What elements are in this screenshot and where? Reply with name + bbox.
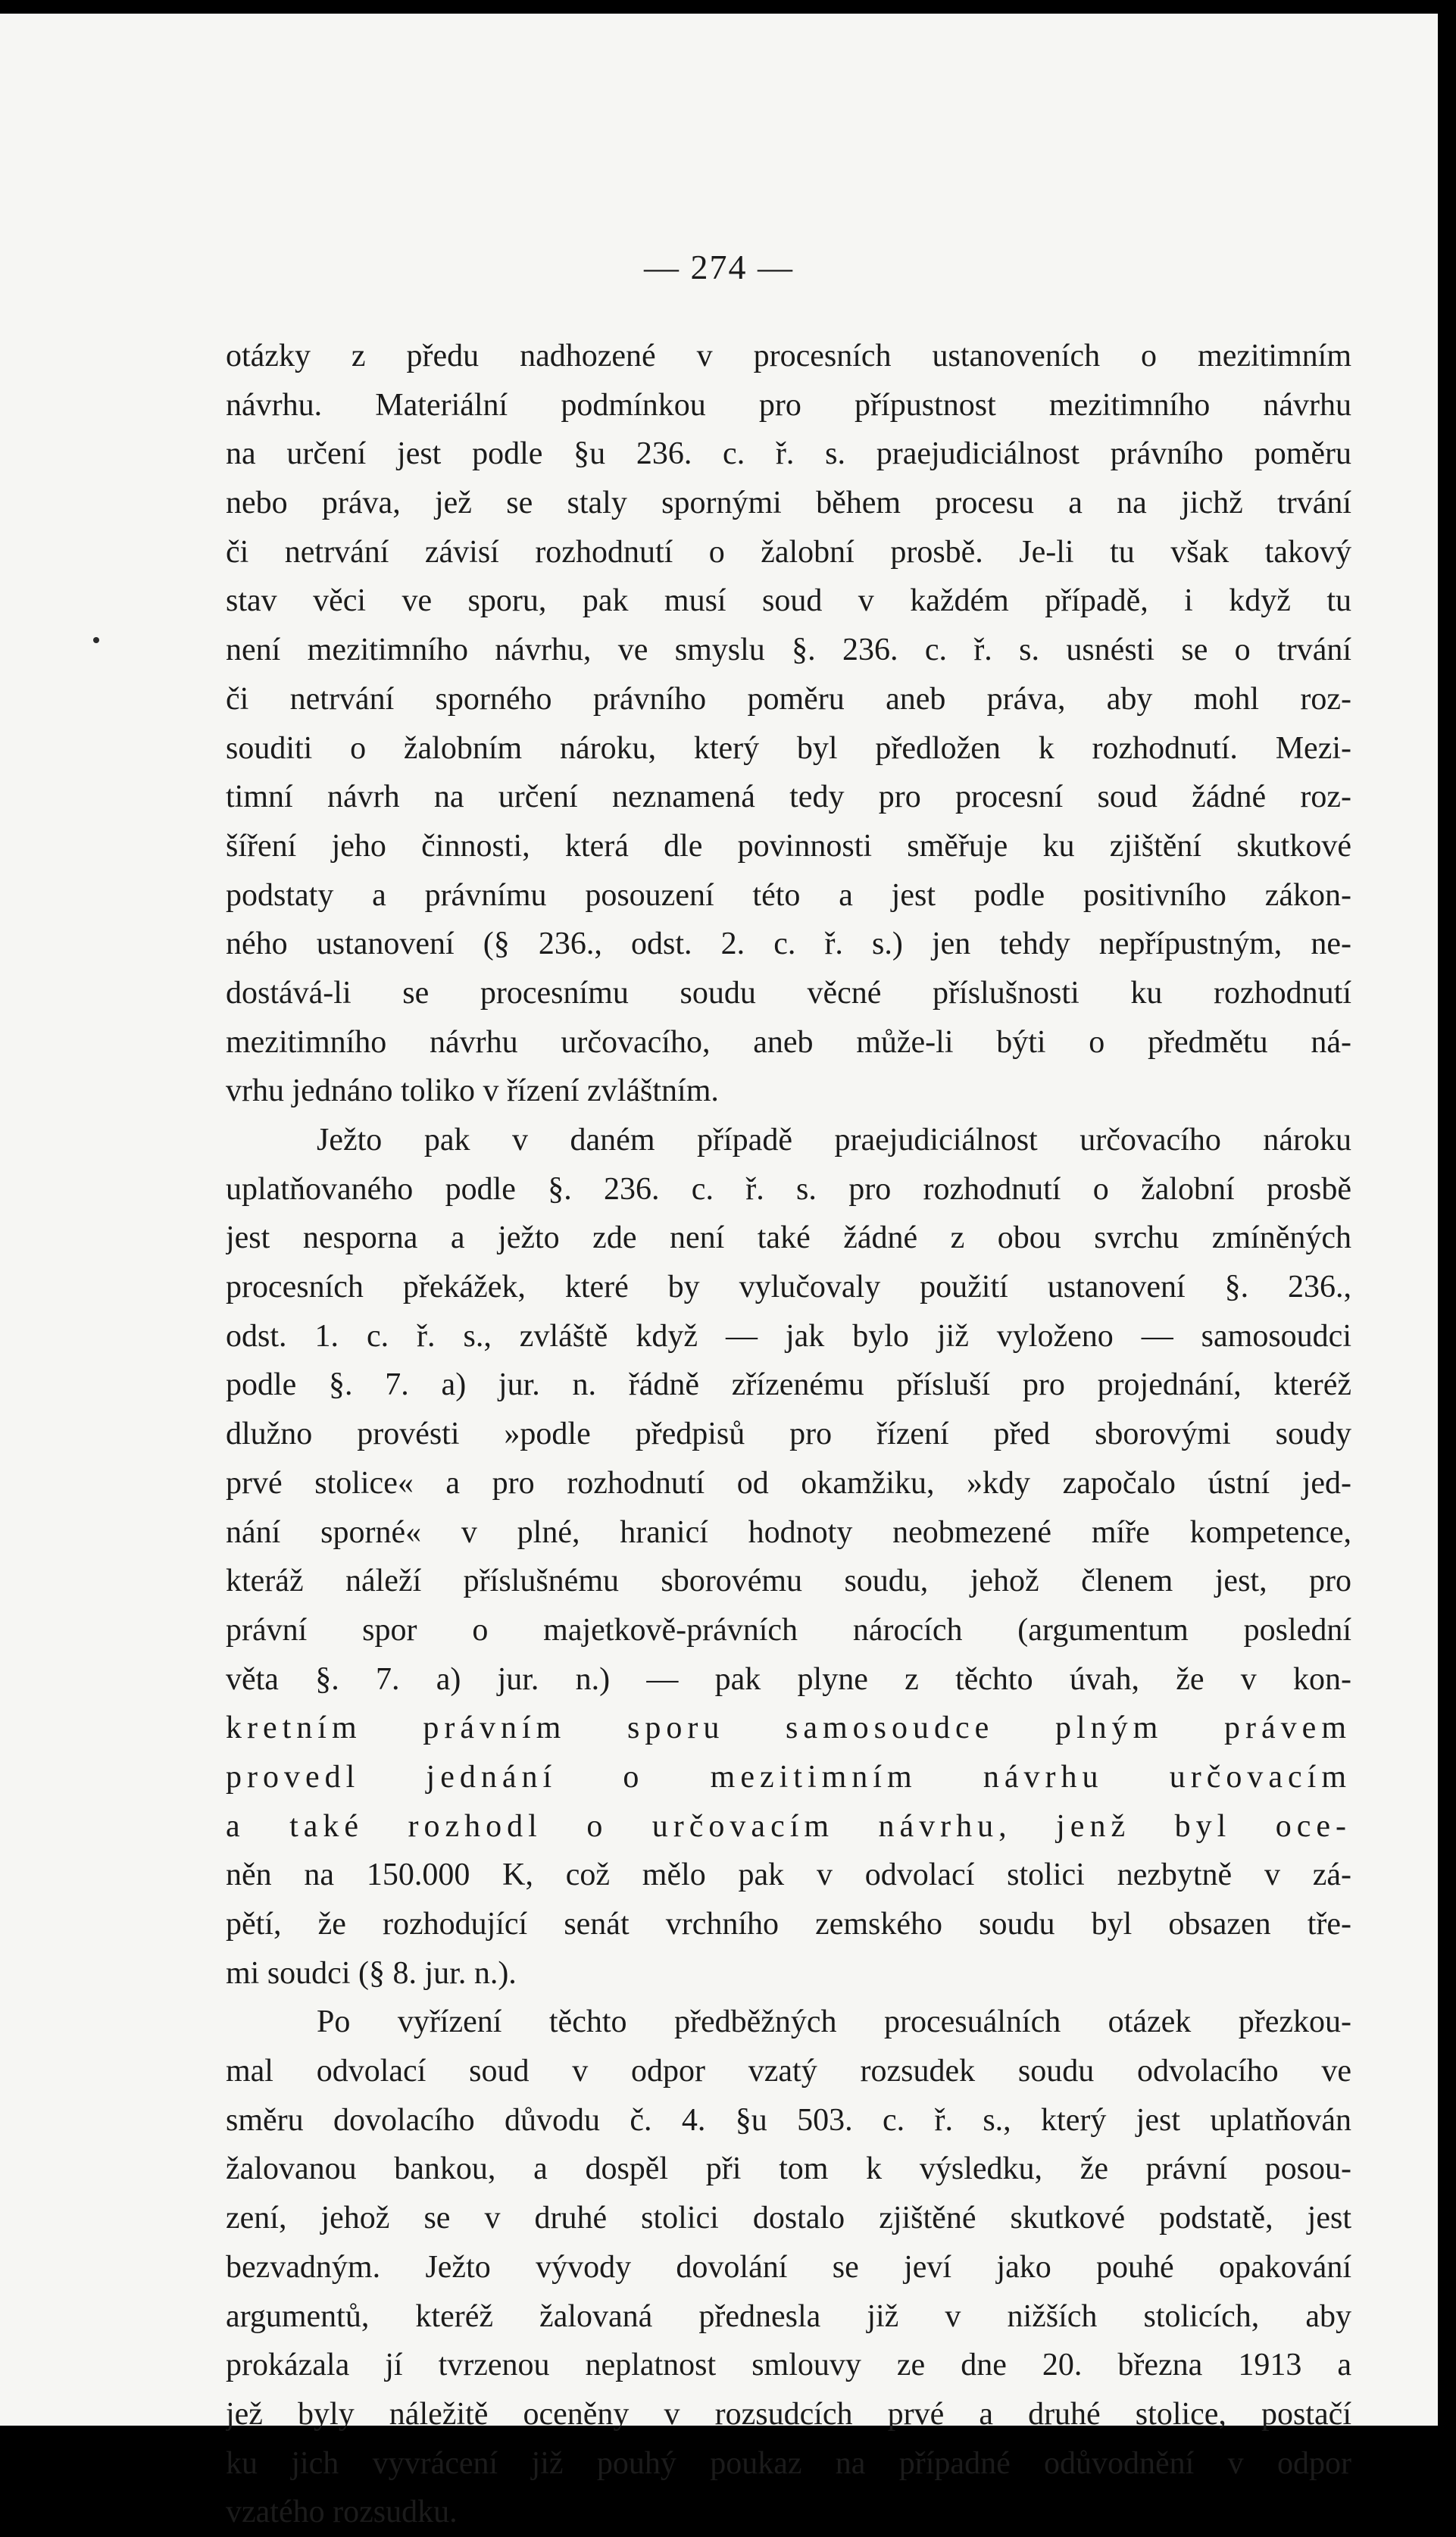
text-line: stav věci ve sporu, pak musí soud v každém případě, i když tu <box>226 583 1351 619</box>
text-line: vrhu jednáno toliko v řízení zvláštním. <box>226 1073 719 1109</box>
text-line: žalovanou bankou, a dospěl při tom k výsledku, že právní posou- <box>226 2151 1351 2187</box>
text-line: prvé stolice« a pro rozhodnutí od okamžiku, »kdy započalo ústní jed- <box>226 1465 1351 1501</box>
text-line: a také rozhodl o určovacím návrhu, jenž byl oce- <box>226 1808 1351 1844</box>
text-line: kteráž náleží příslušnému sborovému soudu, jehož členem jest, pro <box>226 1564 1351 1599</box>
text-line: kretním právním sporu samosoudce plným právem <box>226 1711 1351 1746</box>
text-line: otázky z předu nadhozené v procesních ustanoveních o mezitimním <box>226 339 1351 373</box>
text-line: mi soudci (§ 8. jur. n.). <box>226 1955 517 1991</box>
text-line: timní návrh na určení neznamená tedy pro procesní soud žádné roz- <box>226 780 1351 815</box>
text-line: mezitimního návrhu určovacího, aneb může-li býti o předmětu ná- <box>226 1024 1351 1060</box>
text-line: provedl jednání o mezitimním návrhu určovacím <box>226 1759 1351 1795</box>
text-line: procesních překážek, které by vylučovaly použití ustanovení §. 236., <box>226 1270 1351 1305</box>
text-line: jež byly náležitě oceněny v rozsudcích prvé a druhé stolice, postačí <box>226 2396 1351 2432</box>
text-line: šíření jeho činnosti, která dle povinnosti směřuje ku zjištění skutkové <box>226 828 1351 864</box>
text-line: jest nesporna a ježto zde není také žádné z obou svrchu zmíněných <box>226 1220 1351 1256</box>
text-line: či netrvání závisí rozhodnutí o žalobní prosbě. Je-li tu však takový <box>226 534 1351 570</box>
text-line: ného ustanovení (§ 236., odst. 2. c. ř. s.) jen tehdy nepřípustným, ne- <box>226 926 1351 962</box>
text-line: mal odvolací soud v odpor vzatý rozsudek soudu odvolacího ve <box>226 2054 1351 2089</box>
text-line: něn na 150.000 K, což mělo pak v odvolací stolici nezbytně v zá- <box>226 1857 1351 1893</box>
text-line: bezvadným. Ježto vývody dovolání se jeví jako pouhé opakování <box>226 2249 1351 2285</box>
text-line: dlužno provésti »podle předpisů pro řízení před sborovými soudy <box>226 1417 1351 1452</box>
margin-dot <box>93 637 99 643</box>
text-line: podstaty a právnímu posouzení této a jest podle positivního zákon- <box>226 877 1351 913</box>
text-line: směru dovolacího důvodu č. 4. §u 503. c. ř. s., který jest uplatňován <box>226 2102 1351 2138</box>
text-line: pětí, že rozhodující senát vrchního zemského soudu byl obsazen tře- <box>226 1907 1351 1942</box>
text-line: uplatňovaného podle §. 236. c. ř. s. pro rozhodnutí o žalobní prosbě <box>226 1171 1351 1207</box>
text-line: na určení jest podle §u 236. c. ř. s. praejudiciálnost právního poměru <box>226 436 1351 472</box>
text-line: návrhu. Materiální podmínkou pro přípustnost mezitimního návrhu <box>226 387 1351 423</box>
scan-border <box>1438 0 1456 2439</box>
text-line: argumentů, kteréž žalovaná přednesla již v nižších stolicích, aby <box>226 2298 1351 2334</box>
text-line: Ježto pak v daném případě praejudiciálnost určovacího nároku <box>317 1123 1351 1158</box>
text-line: souditi o žalobním nároku, který byl předložen k rozhodnutí. Mezi- <box>226 730 1351 766</box>
text-line: dostává-li se procesnímu soudu věcné příslušnosti ku rozhodnutí <box>226 975 1351 1011</box>
text-line: prokázala jí tvrzenou neplatnost smlouvy ze dne 20. března 1913 a <box>226 2348 1351 2383</box>
text-line: odst. 1. c. ř. s., zvláště když — jak bylo již vyloženo — samosoudci <box>226 1318 1351 1354</box>
body-text <box>226 332 1351 2537</box>
text-line: podle §. 7. a) jur. n. řádně zřízenému přísluší pro projednání, kteréž <box>226 1367 1351 1403</box>
text-line: věta §. 7. a) jur. n.) — pak plyne z těchto úvah, že v kon- <box>226 1661 1351 1697</box>
text-line: ku jich vyvrácení již pouhý poukaz na případné odůvodnění v odpor <box>226 2445 1351 2481</box>
text-line: není mezitimního návrhu, ve smyslu §. 236. c. ř. s. usnésti se o trvání <box>226 633 1351 668</box>
text-line: zení, jehož se v druhé stolici dostalo zjištěné skutkové podstatě, jest <box>226 2201 1351 2236</box>
text-line: právní spor o majetkově-právních nárocích (argumentum poslední <box>226 1612 1351 1648</box>
text-line: nání sporné« v plné, hranicí hodnoty neobmezené míře kompetence, <box>226 1514 1351 1550</box>
book-page <box>0 14 1438 2530</box>
text-line: nebo práva, jež se staly spornými během procesu a na jichž trvání <box>226 486 1351 521</box>
text-line: či netrvání sporného právního poměru aneb práva, aby mohl roz- <box>226 681 1351 717</box>
page-number: — 274 — <box>644 248 794 286</box>
text-line: vzatého rozsudku. <box>226 2495 458 2530</box>
text-line: Po vyřízení těchto předběžných procesuálních otázek přezkou- <box>317 2004 1351 2040</box>
